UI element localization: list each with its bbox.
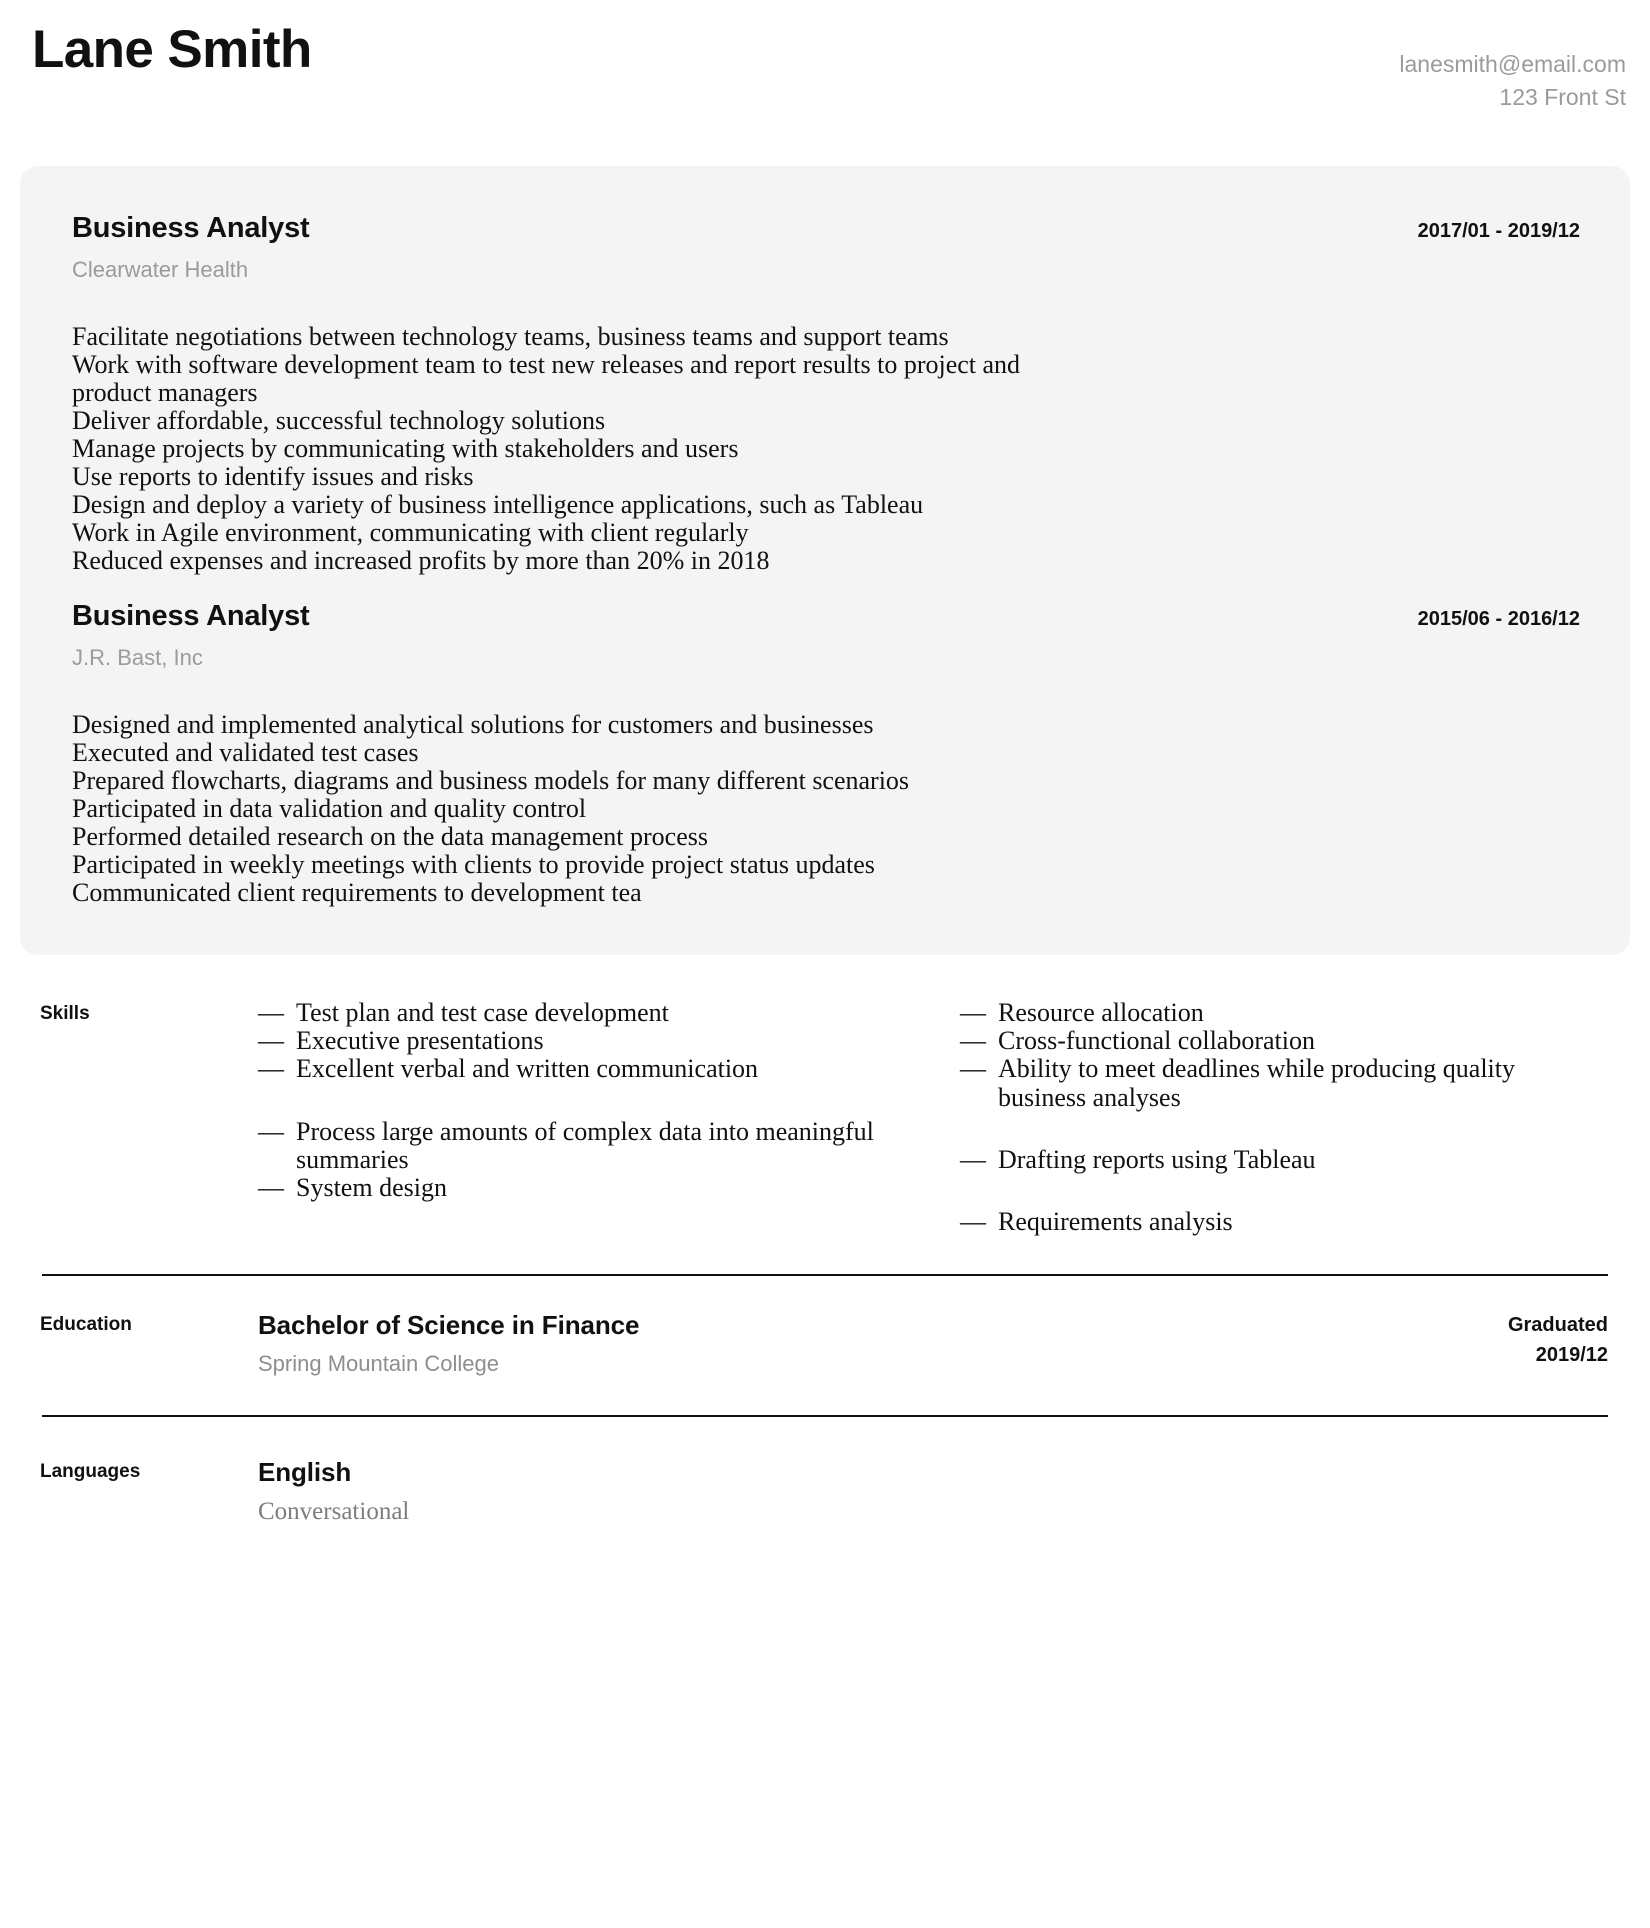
dash-bullet-icon: — — [258, 1054, 284, 1084]
skills-column-right — [944, 999, 1630, 1236]
job-duty: Participated in weekly meetings with clients to provide project status updates — [72, 850, 875, 880]
skill-group — [258, 1118, 944, 1203]
dash-bullet-icon: — — [258, 1173, 284, 1203]
job-entry — [50, 600, 1580, 907]
skill-text: Resource allocation — [998, 998, 1204, 1027]
skill-item — [960, 1208, 1630, 1236]
education-status — [1508, 1310, 1630, 1370]
skill-text: System design — [296, 1173, 447, 1203]
job-duty: Designed and implemented analytical solutions for customers and businesses — [72, 710, 874, 740]
language-level: Conversational — [258, 1498, 410, 1526]
education-date: 2019/12 — [1535, 1344, 1608, 1367]
skill-group — [960, 999, 1630, 1112]
contact-address: 123 Front St — [1499, 83, 1626, 110]
job-duty: Deliver affordable, successful technology solutions — [72, 405, 606, 435]
dash-bullet-icon: — — [258, 998, 284, 1027]
contact-email: lanesmith@email.com — [1399, 51, 1626, 77]
education-degree: Bachelor of Science in Finance — [258, 1310, 640, 1341]
dash-bullet-icon: — — [258, 1116, 284, 1146]
skills-columns — [258, 999, 1630, 1236]
resume-header — [0, 0, 1650, 140]
job-header — [50, 600, 1580, 633]
languages-label: Languages — [40, 1461, 141, 1483]
education-status-text: Graduated — [1507, 1314, 1608, 1337]
dash-bullet-icon: — — [258, 1026, 284, 1056]
skills-section — [20, 999, 1630, 1236]
skill-text: Test plan and test case development — [296, 998, 669, 1027]
job-duty: Communicated client requirements to development tea — [72, 878, 642, 908]
job-duty: Manage projects by communicating with stakeholders and users — [72, 433, 739, 463]
skill-item — [960, 1055, 1630, 1111]
skill-text: Ability to meet deadlines while producing quality business analyses — [998, 1054, 1516, 1112]
skill-item — [258, 1174, 944, 1202]
skill-item — [960, 999, 1630, 1027]
education-section — [20, 1310, 1630, 1377]
skill-text: Drafting reports using Tableau — [998, 1144, 1316, 1174]
job-duty: Participated in data validation and quality control — [72, 794, 587, 824]
skill-item — [258, 1055, 944, 1083]
job-duty: Work in Agile environment, communicating with client regularly — [72, 517, 749, 547]
job-duty: Design and deploy a variety of business intelligence applications, such as Tableau — [72, 489, 924, 519]
section-divider — [42, 1415, 1608, 1417]
dash-bullet-icon: — — [960, 998, 986, 1027]
job-title: Business Analyst — [72, 600, 310, 633]
skill-item — [258, 1118, 944, 1174]
skill-group — [960, 1208, 1630, 1236]
job-duties — [50, 323, 1050, 574]
job-duty: Executed and validated test cases — [72, 738, 419, 768]
contact-info — [1399, 22, 1628, 113]
dash-bullet-icon: — — [960, 1207, 986, 1237]
job-entry — [50, 212, 1580, 574]
job-duty: Reduced expenses and increased profits by more than 20% in 2018 — [72, 545, 770, 575]
languages-section — [20, 1457, 1630, 1526]
skill-text: Executive presentations — [296, 1026, 544, 1056]
education-label: Education — [40, 1314, 132, 1336]
dash-bullet-icon: — — [960, 1144, 986, 1174]
job-duty: Performed detailed research on the data management process — [72, 822, 708, 852]
job-company: Clearwater Health — [72, 257, 249, 282]
skill-text: Process large amounts of complex data into meaningful summaries — [296, 1116, 874, 1174]
skill-group — [960, 1146, 1630, 1174]
job-duty: Prepared flowcharts, diagrams and business models for many different scenarios — [72, 766, 910, 796]
education-details — [258, 1310, 1508, 1377]
skill-item — [258, 1027, 944, 1055]
job-duty: Use reports to identify issues and risks — [72, 461, 474, 491]
job-duties — [50, 711, 1050, 907]
job-title: Business Analyst — [72, 212, 310, 244]
job-dates: 2017/01 - 2019/12 — [1417, 220, 1580, 242]
job-duty: Facilitate negotiations between technology teams, business teams and support teams — [72, 322, 949, 351]
language-details — [258, 1457, 1630, 1526]
job-company: J.R. Bast, Inc — [72, 645, 203, 671]
skill-text: Requirements analysis — [998, 1207, 1233, 1237]
job-dates: 2015/06 - 2016/12 — [1417, 608, 1580, 631]
skills-label: Skills — [40, 1003, 90, 1024]
skill-item — [960, 1027, 1630, 1055]
skills-column-left — [258, 999, 944, 1236]
education-school: Spring Mountain College — [258, 1351, 499, 1377]
job-duty: Work with software development team to test new releases and report results to project and product managers — [72, 349, 1021, 407]
skill-text: Cross-functional collaboration — [998, 1026, 1315, 1056]
candidate-name: Lane Smith — [32, 20, 312, 79]
dash-bullet-icon: — — [960, 1026, 986, 1056]
skill-text: Excellent verbal and written communication — [296, 1054, 759, 1084]
skill-item — [258, 999, 944, 1027]
section-divider — [42, 1274, 1608, 1276]
language-name: English — [258, 1457, 352, 1488]
job-header — [50, 212, 1580, 245]
skill-group — [258, 999, 944, 1084]
skill-item — [960, 1146, 1630, 1174]
experience-card — [20, 166, 1630, 955]
dash-bullet-icon: — — [960, 1054, 986, 1084]
